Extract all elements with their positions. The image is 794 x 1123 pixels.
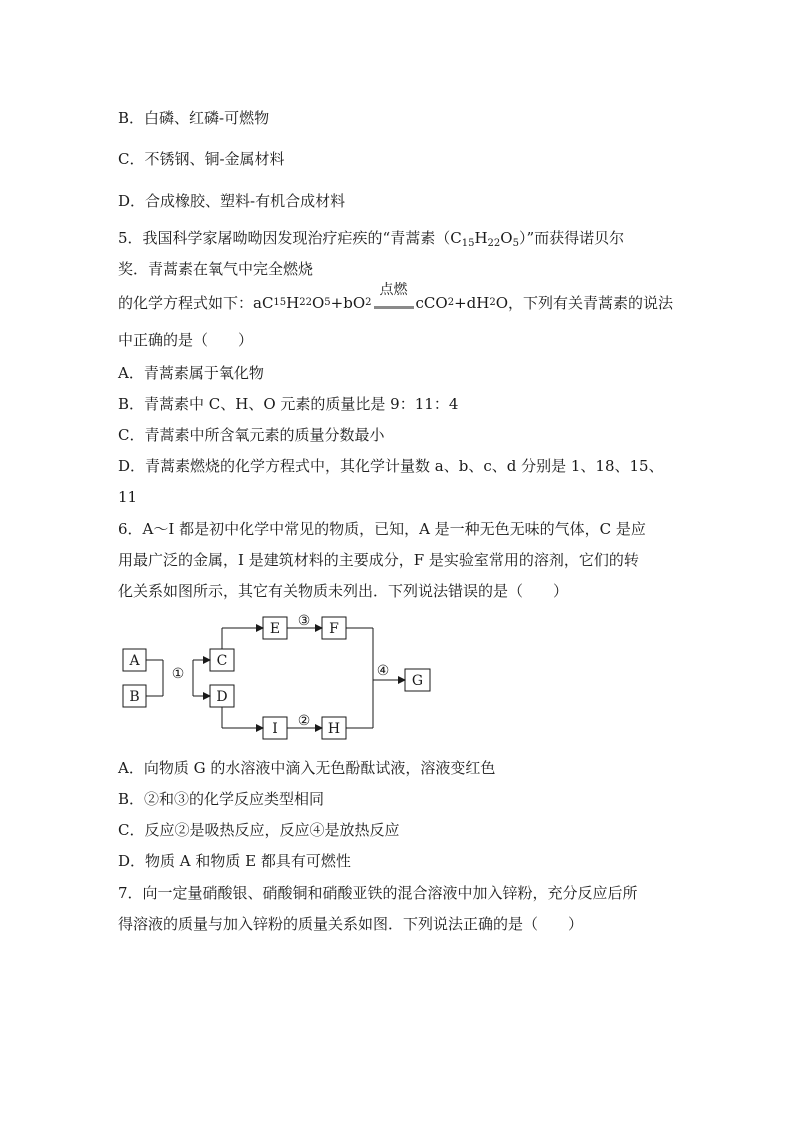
reaction-1: ① bbox=[171, 666, 185, 682]
q5-option-b: B．青蒿素中 C、H、O 元素的质量比是 9：11：4 bbox=[118, 395, 459, 413]
option-c-prev: C．不锈钢、铜-金属材料 bbox=[118, 150, 285, 168]
q5-equation: 的化学方程式如下：aC 15 H 22 O 5 +bO 2 点燃 cCO 2 +dH 2 O，下列有关青蒿素的说法 bbox=[118, 282, 674, 312]
q5-stem-line4: 中正确的是（ ） bbox=[118, 331, 254, 349]
label-C: C bbox=[216, 653, 228, 669]
q6-stem-line3: 化关系如图所示，其它有关物质未列出．下列说法错误的是（ ） bbox=[118, 582, 569, 600]
q7-stem-line1: 7．向一定量硝酸银、硝酸铜和硝酸亚铁的混合溶液中加入锌粉，充分反应后所 bbox=[118, 884, 638, 902]
reaction-4: ④ bbox=[376, 663, 390, 679]
option-d-prev: D．合成橡胶、塑料-有机合成材料 bbox=[118, 192, 346, 210]
q5-option-c: C．青蒿素中所含氧元素的质量分数最小 bbox=[118, 426, 385, 444]
q6-option-b: B．②和③的化学反应类型相同 bbox=[118, 790, 325, 808]
label-I: I bbox=[272, 721, 278, 737]
reaction-2: ② bbox=[297, 713, 311, 729]
reaction-3: ③ bbox=[297, 613, 311, 629]
q6-stem-line1: 6．A～I 都是初中化学中常见的物质，已知，A 是一种无色无味的气体，C 是应 bbox=[118, 520, 646, 538]
reaction-condition: 点燃 bbox=[374, 296, 414, 313]
q6-stem-line2: 用最广泛的金属，I 是建筑材料的主要成分，F 是实验室常用的溶剂，它们的转 bbox=[118, 551, 639, 569]
q5-option-d-line2: 11 bbox=[118, 488, 138, 506]
q6-diagram bbox=[118, 612, 438, 747]
label-G: G bbox=[411, 673, 424, 689]
label-H: H bbox=[327, 721, 341, 737]
label-D: D bbox=[216, 689, 228, 705]
q7-stem-line2: 得溶液的质量与加入锌粉的质量关系如图．下列说法正确的是（ ） bbox=[118, 915, 584, 933]
q5-option-d-line1: D．青蒿素燃烧的化学方程式中，其化学计量数 a、b、c、d 分别是 1、18、15、 bbox=[118, 457, 664, 475]
q5-stem-line2: 奖．青蒿素在氧气中完全燃烧 bbox=[118, 260, 314, 278]
label-B: B bbox=[129, 689, 140, 705]
label-A: A bbox=[129, 653, 140, 669]
q6-option-a: A．向物质 G 的水溶液中滴入无色酚酞试液，溶液变红色 bbox=[118, 759, 496, 777]
q5-option-a: A．青蒿素属于氧化物 bbox=[118, 364, 264, 382]
q6-option-d: D．物质 A 和物质 E 都具有可燃性 bbox=[118, 852, 351, 870]
label-E: E bbox=[269, 621, 281, 637]
q6-option-c: C．反应②是吸热反应，反应④是放热反应 bbox=[118, 821, 400, 839]
option-b-prev: B．白磷、红磷-可燃物 bbox=[118, 109, 270, 127]
q5-stem-line1: 5．我国科学家屠呦呦因发现治疗疟疾的“青蒿素$(C_{15}H_{22}O_5)$”而获得诺贝尔 bbox=[118, 229, 625, 249]
label-F: F bbox=[329, 621, 339, 637]
